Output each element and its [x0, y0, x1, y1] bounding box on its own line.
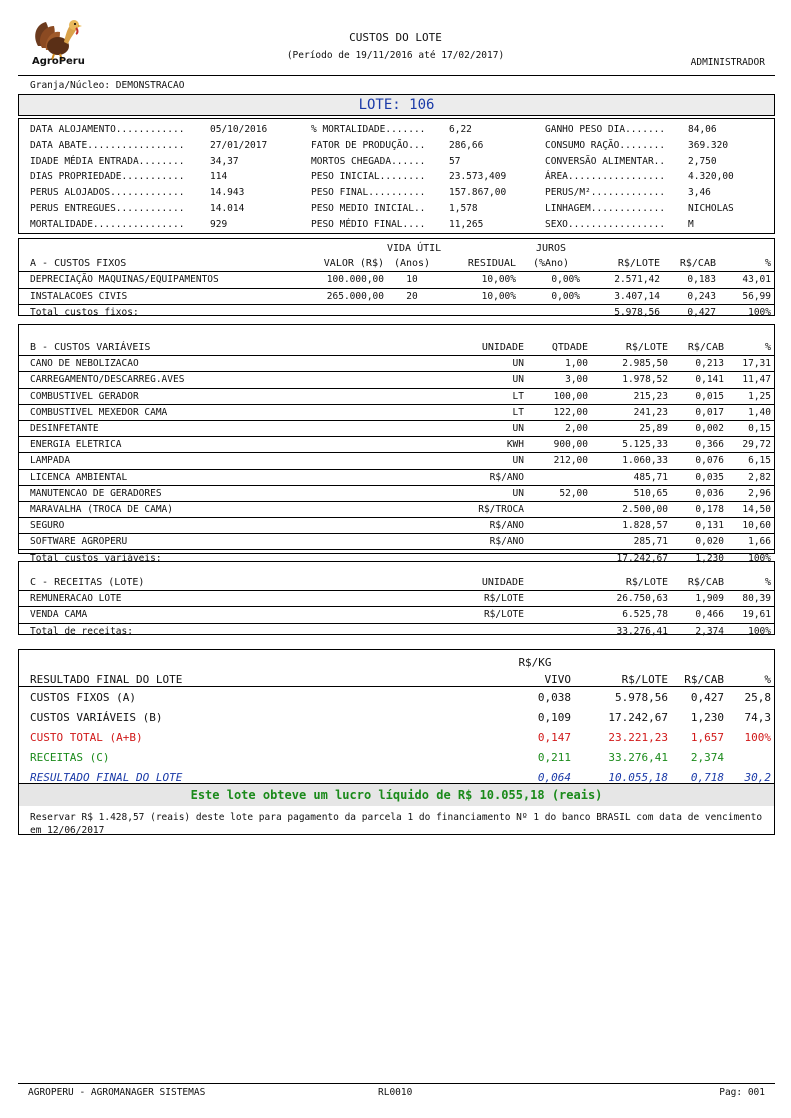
cell: 1.978,52 — [591, 372, 671, 388]
info-value: 2,750 — [688, 155, 717, 167]
info-value: 4.320,00 — [688, 171, 734, 183]
total-label: Total de receitas: — [30, 625, 133, 637]
logo-text: AgroPeru — [32, 56, 85, 67]
cell: 0,211 — [537, 750, 571, 764]
table-row — [19, 420, 774, 436]
cell: R$/LOTE — [415, 607, 527, 623]
profit-message: Este lote obteve um lucro líquido de R$ 10.055,18 (reais) — [19, 784, 774, 806]
cell: 10,00% — [437, 288, 519, 304]
cell: 6,15 — [727, 453, 774, 469]
cell: 1,909 — [671, 591, 727, 607]
cell: UN — [415, 485, 527, 501]
cell: 20 — [387, 288, 437, 304]
column-header: % — [719, 256, 774, 272]
cell: 1.828,57 — [591, 518, 671, 534]
info-label: PERUS/M²............. — [545, 187, 666, 199]
cell: MARAVALHA (TROCA DE CAMA) — [19, 501, 415, 517]
total-row — [19, 623, 774, 639]
info-label: CONVERSÃO ALIMENTAR.. — [545, 155, 666, 167]
info-value: 1,578 — [449, 202, 478, 214]
cell: REMUNERACAO LOTE — [19, 591, 415, 607]
table-row — [19, 485, 774, 501]
cell: 2,374 — [690, 750, 724, 764]
cell: 80,39 — [727, 591, 774, 607]
column-header: R$/LOTE — [591, 340, 671, 356]
info-label: GANHO PESO DIA....... — [545, 124, 666, 135]
lote-info — [18, 118, 775, 234]
column-header: VIVO — [479, 672, 591, 687]
info-value: 286,66 — [449, 139, 484, 151]
info-label: CONSUMO RAÇÃO........ — [545, 139, 666, 151]
cell: 0,109 — [537, 710, 571, 724]
info-col-3 — [545, 122, 734, 233]
column-header: (%Ano) — [519, 256, 583, 272]
cell: VENDA CAMA — [19, 607, 415, 623]
info-value: 27/01/2017 — [210, 139, 268, 151]
cell: 0,213 — [671, 356, 727, 372]
cell: DESINFETANTE — [19, 420, 415, 436]
cell: 3,00 — [527, 372, 591, 388]
cell: 100,00 — [527, 388, 591, 404]
column-header: (Anos) — [387, 256, 437, 272]
cell: 0,036 — [671, 485, 727, 501]
cell: R$/TROCA — [415, 501, 527, 517]
fixed-costs-section — [18, 238, 775, 316]
cell: 33.276,41 — [608, 750, 668, 764]
table-row — [19, 356, 774, 372]
cell: 0,147 — [537, 730, 571, 744]
juros-header: JUROS — [535, 243, 567, 255]
footer-page: Pag: 001 — [719, 1087, 765, 1098]
cell: MANUTENCAO DE GERADORES — [19, 485, 415, 501]
cell: 2.985,50 — [591, 356, 671, 372]
column-header: % — [727, 340, 774, 356]
lote-title: LOTE: 106 — [18, 94, 775, 116]
info-value: 6,22 — [449, 124, 472, 135]
info-col-1 — [30, 122, 267, 233]
header-divider — [18, 75, 775, 76]
info-value: 57 — [449, 155, 461, 167]
cell: 10 — [387, 272, 437, 288]
info-value: 3,46 — [688, 187, 711, 199]
cell: 0,00% — [519, 272, 583, 288]
cell: 0,017 — [671, 404, 727, 420]
cell: LAMPADA — [19, 453, 415, 469]
info-label: DIAS PROPRIEDADE........... — [30, 171, 185, 183]
cell — [527, 534, 591, 550]
info-value: 369.320 — [688, 139, 729, 151]
info-value: 929 — [210, 218, 228, 230]
cell: 0,178 — [671, 501, 727, 517]
cell: 1,230 — [690, 710, 724, 724]
info-value: M — [688, 218, 694, 230]
info-label: MORTOS CHEGADA...... — [311, 155, 426, 167]
table-row — [19, 607, 774, 623]
footer-divider — [18, 1083, 775, 1084]
info-value: 114 — [210, 171, 228, 183]
variable-costs-table — [19, 340, 774, 566]
cell: 100% — [748, 552, 771, 564]
info-label: PESO MEDIO INICIAL.. — [311, 202, 426, 214]
revenue-table — [19, 575, 774, 639]
info-label: ÁREA................. — [545, 171, 666, 183]
cell: 265.000,00 — [289, 288, 387, 304]
cell: 43,01 — [719, 272, 774, 288]
cell: 0,020 — [671, 534, 727, 550]
cell: 26.750,63 — [527, 591, 671, 607]
info-value: 14.014 — [210, 202, 245, 214]
column-header: R$/CAB — [671, 340, 727, 356]
cell: 5.125,33 — [591, 437, 671, 453]
info-value: 05/10/2016 — [210, 124, 268, 135]
cell: 0,038 — [537, 690, 571, 704]
user-name: ADMINISTRADOR — [690, 57, 765, 68]
profit-section — [18, 783, 775, 835]
column-header: R$/CAB — [663, 256, 719, 272]
cell: 56,99 — [719, 288, 774, 304]
info-value: 157.867,00 — [449, 187, 507, 199]
cell: 1,230 — [695, 552, 724, 564]
cell: 29,72 — [727, 437, 774, 453]
cell: LT — [415, 404, 527, 420]
column-header: RESIDUAL — [437, 256, 519, 272]
cell: INSTALACOES CIVIS — [19, 288, 289, 304]
cell — [527, 469, 591, 485]
info-value: 84,06 — [688, 124, 717, 135]
rskg-header: R$/KG — [518, 655, 552, 669]
column-header: RESULTADO FINAL DO LOTE — [19, 672, 479, 687]
info-label: PERUS ENTREGUES............ — [30, 202, 185, 214]
info-label: SEXO................. — [545, 218, 666, 230]
cell: ENERGIA ELETRICA — [19, 437, 415, 453]
farm-name: Granja/Núcleo: DEMONSTRACAO — [30, 80, 185, 91]
cell: 0,427 — [690, 690, 724, 704]
cell: 6.525,78 — [527, 607, 671, 623]
cell: 0,15 — [727, 420, 774, 436]
cell: R$/ANO — [415, 518, 527, 534]
cell: CUSTOS FIXOS (A) — [30, 690, 136, 704]
cell: 2.500,00 — [591, 501, 671, 517]
cell: 19,61 — [727, 607, 774, 623]
info-label: DATA ABATE................. — [30, 139, 185, 151]
info-value: 11,265 — [449, 218, 484, 230]
cell: COMBUSTIVEL MEXEDOR CAMA — [19, 404, 415, 420]
cell: 0,015 — [671, 388, 727, 404]
fixed-costs-table — [19, 241, 774, 320]
cell: 0,00% — [519, 288, 583, 304]
cell: LT — [415, 388, 527, 404]
cell: 100% — [748, 306, 771, 318]
cell: 3.407,14 — [583, 288, 663, 304]
cell: SEGURO — [19, 518, 415, 534]
cell: 510,65 — [591, 485, 671, 501]
cell: 17,31 — [727, 356, 774, 372]
revenue-section — [18, 561, 775, 635]
cell: 1,657 — [690, 730, 724, 744]
result-row-total-cost — [19, 727, 774, 747]
info-label: PESO FINAL.......... — [311, 187, 426, 199]
cell: 14,50 — [727, 501, 774, 517]
info-label: % MORTALIDADE....... — [311, 124, 426, 135]
cell: 212,00 — [527, 453, 591, 469]
column-header: R$/LOTE — [591, 672, 671, 687]
table-row — [19, 534, 774, 550]
cell: CARREGAMENTO/DESCARREG.AVES — [19, 372, 415, 388]
column-header: A - CUSTOS FIXOS — [19, 256, 289, 272]
column-header: QTDADE — [527, 340, 591, 356]
cell: 0,427 — [687, 306, 716, 318]
cell: R$/ANO — [415, 469, 527, 485]
column-header: % — [727, 575, 774, 591]
cell: 100.000,00 — [289, 272, 387, 288]
table-row — [19, 453, 774, 469]
table-row — [19, 591, 774, 607]
cell: 25,8 — [744, 690, 771, 704]
info-value: 14.943 — [210, 187, 245, 199]
column-header: % — [727, 672, 774, 687]
cell: 17.242,67 — [616, 552, 668, 564]
cell: 30,2 — [744, 770, 771, 784]
cell: R$/ANO — [415, 534, 527, 550]
cell: 285,71 — [591, 534, 671, 550]
cell: 0,141 — [671, 372, 727, 388]
cell: 2,82 — [727, 469, 774, 485]
info-col-2 — [311, 122, 506, 233]
cell: 1,00 — [527, 356, 591, 372]
cell — [527, 518, 591, 534]
cell: 33.276,41 — [616, 625, 668, 637]
financing-note: Reservar R$ 1.428,57 (reais) deste lote para pagamento da parcela 1 do financiamento Nº 1 do banco BRASIL com data de vencimento em 12/06/2017 — [30, 812, 763, 836]
cell: 11,47 — [727, 372, 774, 388]
cell: LICENCA AMBIENTAL — [19, 469, 415, 485]
info-label: PERUS ALOJADOS............. — [30, 187, 185, 199]
table-row — [19, 372, 774, 388]
result-table — [19, 652, 774, 787]
cell: 2,00 — [527, 420, 591, 436]
cell: 10,00% — [437, 272, 519, 288]
column-header: UNIDADE — [415, 575, 527, 591]
cell — [527, 501, 591, 517]
info-value: 23.573,409 — [449, 171, 507, 183]
table-row — [19, 272, 774, 288]
cell: 100% — [744, 730, 771, 744]
table-row — [19, 388, 774, 404]
cell: 0,243 — [663, 288, 719, 304]
cell: COMBUSTIVEL GERADOR — [19, 388, 415, 404]
cell: KWH — [415, 437, 527, 453]
vida-util-header: VIDA ÚTIL — [387, 243, 442, 255]
cell: 100% — [748, 625, 771, 637]
table-row — [19, 404, 774, 420]
info-label: FATOR DE PRODUÇÃO... — [311, 139, 426, 151]
cell: 1,25 — [727, 388, 774, 404]
info-label: DATA ALOJAMENTO............ — [30, 124, 185, 135]
cell: R$/LOTE — [415, 591, 527, 607]
cell: 485,71 — [591, 469, 671, 485]
cell: RECEITAS (C) — [30, 750, 110, 764]
period: (Período de 19/11/2016 até 17/02/2017) — [286, 50, 505, 61]
cell: 900,00 — [527, 437, 591, 453]
column-header: B - CUSTOS VARIÁVEIS — [19, 340, 415, 356]
column-header: R$/CAB — [671, 672, 727, 687]
column-header: VALOR (R$) — [289, 256, 387, 272]
cell: 17.242,67 — [608, 710, 668, 724]
result-row-fixed — [19, 687, 774, 708]
cell: 2,374 — [695, 625, 724, 637]
info-label: MORTALIDADE................ — [30, 218, 185, 230]
footer-report-code: RL0010 — [378, 1087, 413, 1098]
cell: 5.978,56 — [614, 306, 660, 318]
cell: UN — [415, 356, 527, 372]
column-header: R$/LOTE — [583, 256, 663, 272]
cell: UN — [415, 453, 527, 469]
cell: 0,718 — [690, 770, 724, 784]
result-row-revenue — [19, 747, 774, 767]
cell: 0,076 — [671, 453, 727, 469]
cell: 1,66 — [727, 534, 774, 550]
total-row — [19, 304, 774, 320]
cell: 5.978,56 — [615, 690, 668, 704]
cell: 0,002 — [671, 420, 727, 436]
cell: 0,466 — [671, 607, 727, 623]
result-row-variable — [19, 707, 774, 727]
cell: 241,23 — [591, 404, 671, 420]
cell: 10.055,18 — [608, 770, 668, 784]
info-label: PESO INICIAL........ — [311, 171, 426, 183]
info-value: 34,37 — [210, 155, 239, 167]
total-label: Total custos variáveis: — [30, 552, 162, 564]
table-row — [19, 518, 774, 534]
cell: 2,96 — [727, 485, 774, 501]
table-row — [19, 501, 774, 517]
total-label: Total custos fixos: — [30, 306, 139, 318]
cell: 0,035 — [671, 469, 727, 485]
cell: 0,366 — [671, 437, 727, 453]
cell: 2.571,42 — [583, 272, 663, 288]
result-section — [18, 649, 775, 784]
cell: RESULTADO FINAL DO LOTE — [30, 770, 183, 784]
column-header: R$/CAB — [671, 575, 727, 591]
table-row — [19, 469, 774, 485]
cell: 122,00 — [527, 404, 591, 420]
column-header: C - RECEITAS (LOTE) — [19, 575, 415, 591]
table-row — [19, 437, 774, 453]
footer-company: AGROPERU - AGROMANAGER SISTEMAS — [28, 1087, 206, 1098]
cell: UN — [415, 372, 527, 388]
cell: CUSTO TOTAL (A+B) — [30, 730, 143, 744]
column-header: UNIDADE — [415, 340, 527, 356]
cell: UN — [415, 420, 527, 436]
cell: 215,23 — [591, 388, 671, 404]
page-title: CUSTOS DO LOTE — [349, 31, 442, 44]
cell: SOFTWARE AGROPERU — [19, 534, 415, 550]
cell: 0,183 — [663, 272, 719, 288]
info-label: LINHAGEM............. — [545, 202, 666, 214]
cell: 52,00 — [527, 485, 591, 501]
cell: 0,064 — [537, 770, 571, 784]
info-label: PESO MÉDIO FINAL.... — [311, 218, 426, 230]
cell: DEPRECIAÇÃO MAQUINAS/EQUIPAMENTOS — [19, 272, 289, 288]
cell: 0,131 — [671, 518, 727, 534]
column-header: R$/LOTE — [527, 575, 671, 591]
info-label: IDADE MÉDIA ENTRADA........ — [30, 155, 185, 167]
cell: 23.221,23 — [608, 730, 668, 744]
cell — [727, 747, 774, 767]
cell: 1.060,33 — [591, 453, 671, 469]
cell: 10,60 — [727, 518, 774, 534]
variable-costs-section — [18, 324, 775, 564]
table-row — [19, 288, 774, 304]
cell: 1,40 — [727, 404, 774, 420]
cell: CUSTOS VARIÁVEIS (B) — [30, 710, 163, 724]
info-value: NICHOLAS — [688, 202, 734, 214]
cell: 74,3 — [744, 710, 771, 724]
cell: CANO DE NEBOLIZACAO — [19, 356, 415, 372]
cell: 25,89 — [591, 420, 671, 436]
